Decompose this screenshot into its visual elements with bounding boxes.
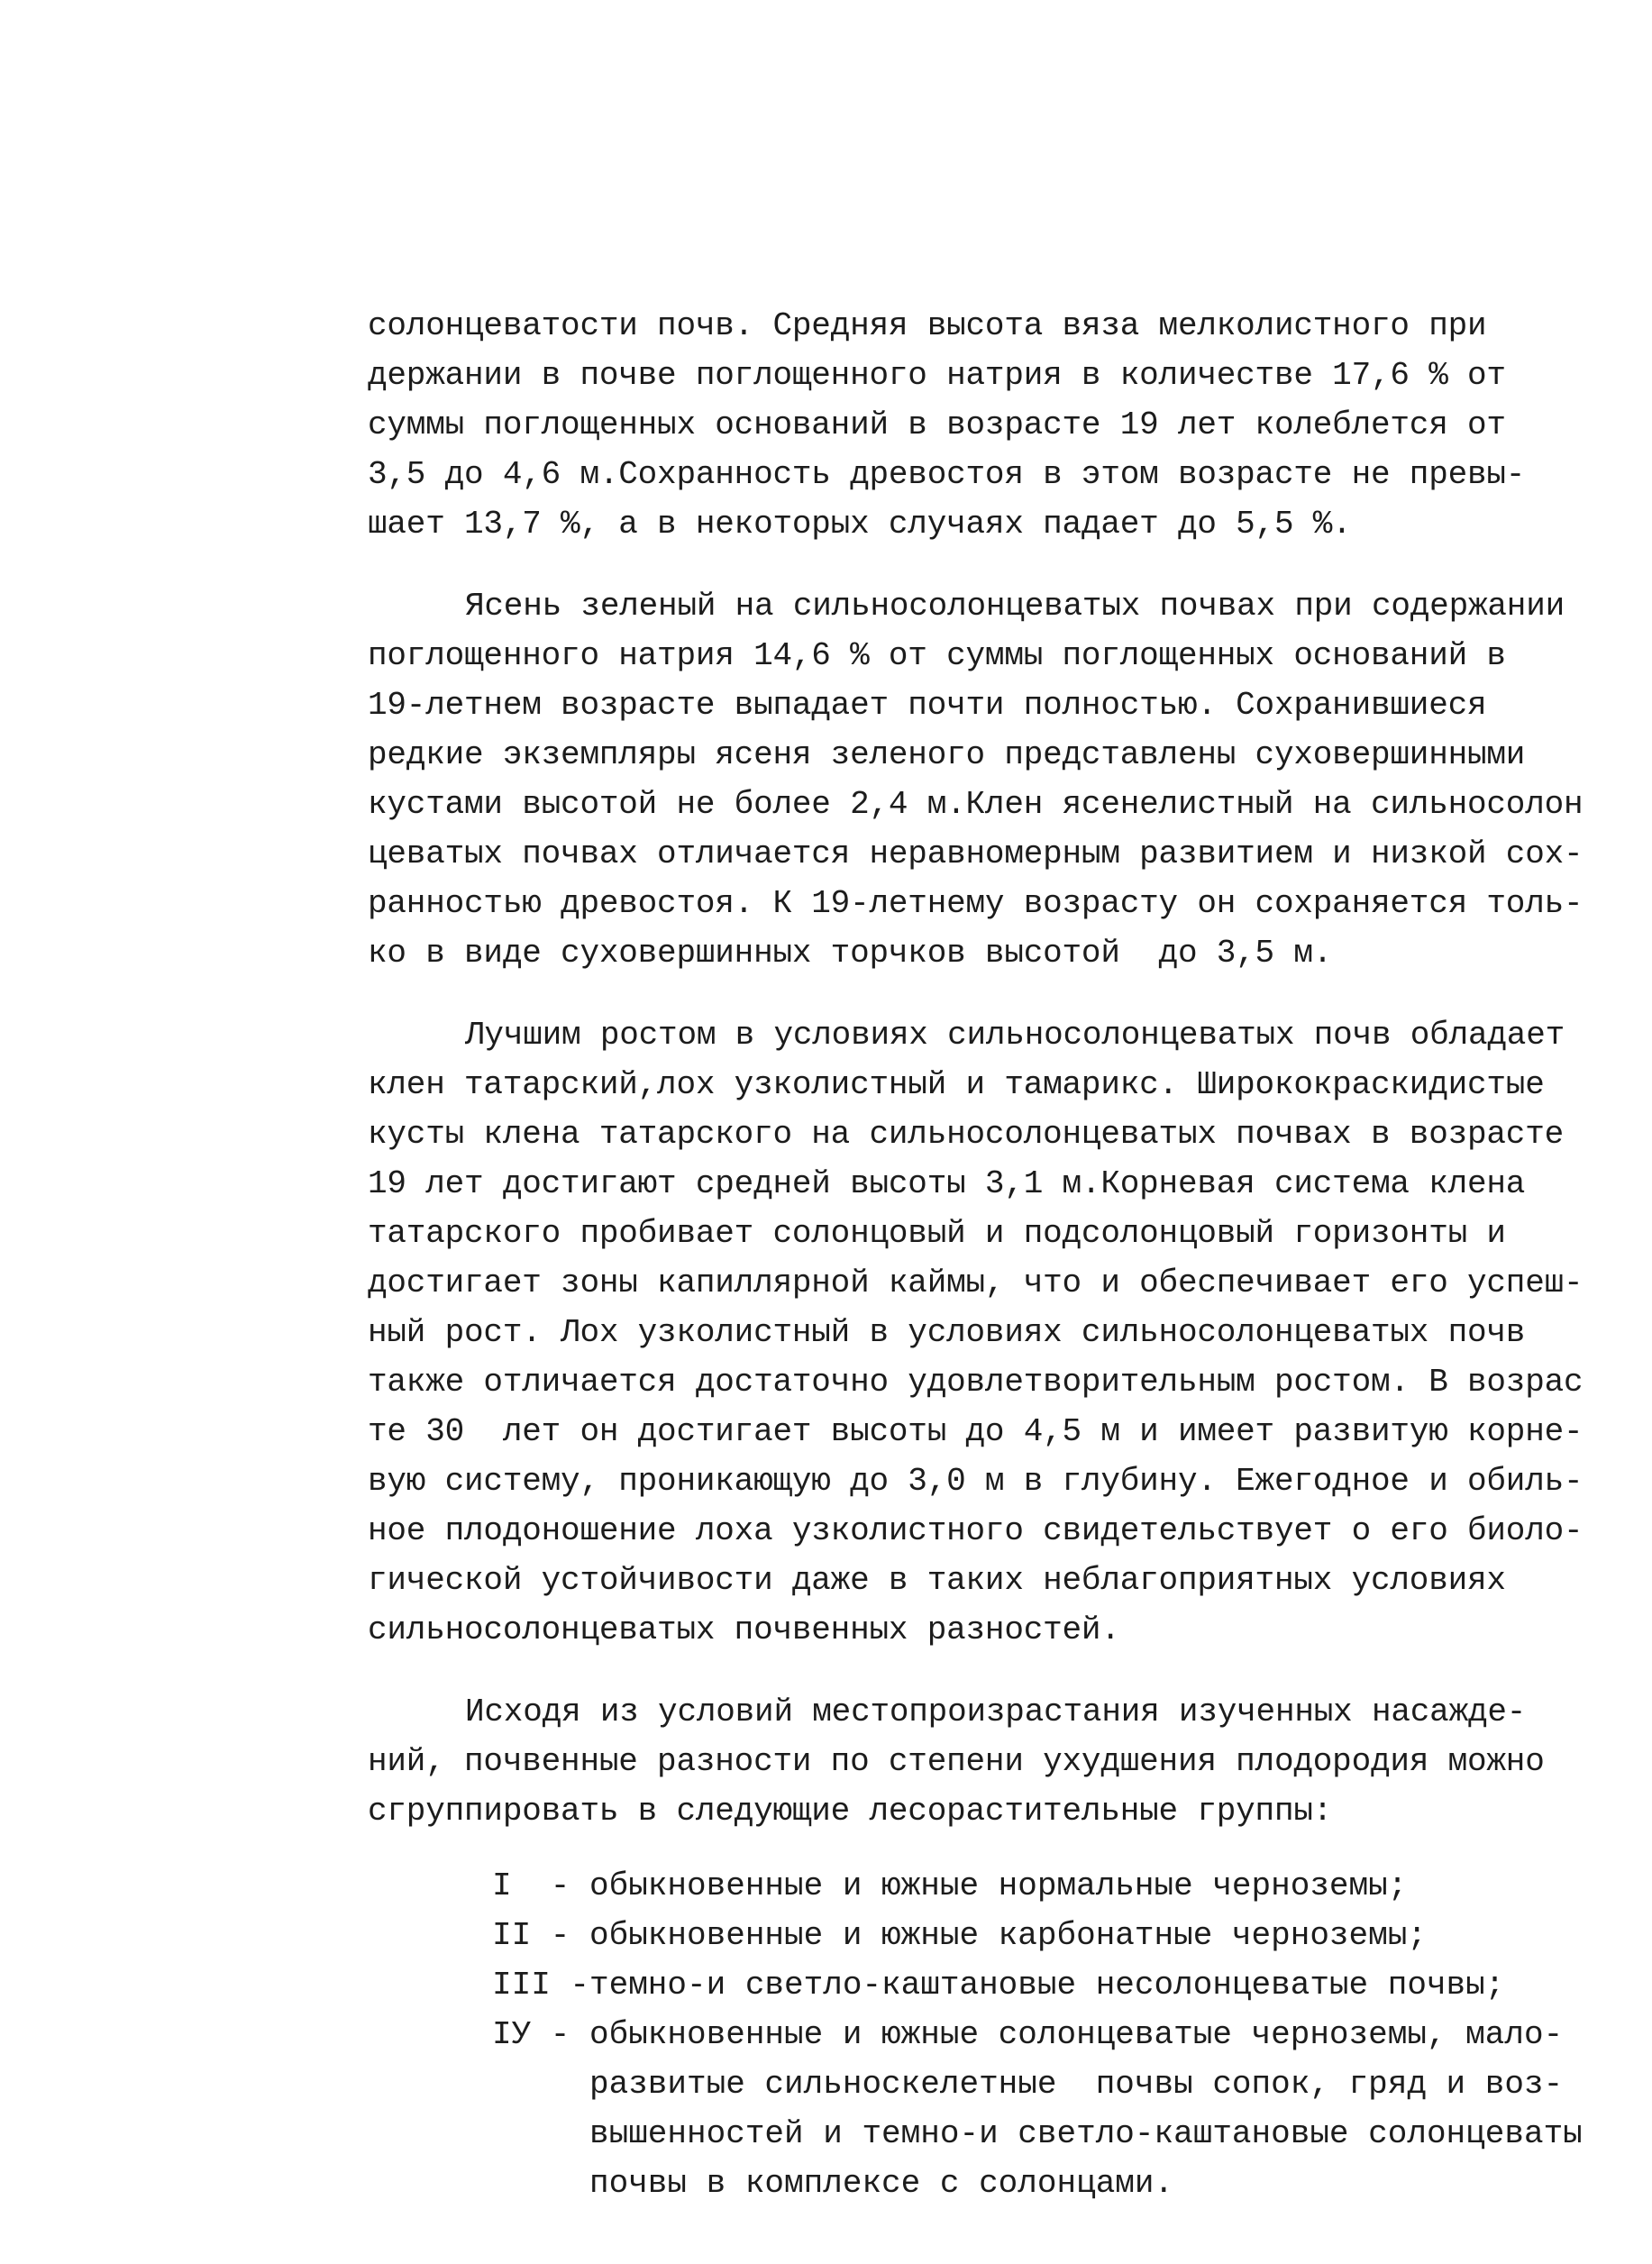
text-line: татарского пробивает солонцовый и подсолонцовый горизонты и	[368, 1215, 1506, 1252]
text-line: обыкновенные и южные карбонатные черноземы;	[589, 1917, 1427, 1954]
text-line: ное плодоношение лоха узколистного свидетельствует о его биоло-	[368, 1512, 1584, 1549]
list-item-text	[589, 1861, 1539, 1911]
text-line: также отличается достаточно удовлетворительным ростом. В возрас	[368, 1364, 1584, 1401]
text-line: ный рост. Лох узколистный в условиях сильносолонцеватых почв	[368, 1314, 1526, 1351]
text-line: клен татарский,лох узколистный и тамарикс. Ширококраскидистые	[368, 1066, 1545, 1103]
text-line: Лучшим ростом в условиях сильносолонцеватых почв обладает	[465, 1017, 1565, 1054]
text-line: цеватых почвах отличается неравномерным развитием и низкой сох-	[368, 835, 1584, 872]
list-item	[492, 1960, 1539, 2010]
text-line: ний, почвенные разности по степени ухудшения плодородия можно	[368, 1743, 1545, 1780]
text-line: держании в почве поглощенного натрия в количестве 17,6 % от	[368, 357, 1506, 394]
text-line: 19-летнем возрасте выпадает почти полностью. Сохранившиеся	[368, 687, 1487, 724]
document-text	[368, 301, 1584, 2208]
list-item	[492, 2010, 1583, 2208]
text-line: ко в виде суховершинных торчков высотой до 3,5 м.	[368, 935, 1333, 972]
text-line: гической устойчивости даже в таких неблагоприятных условиях	[368, 1562, 1506, 1599]
soil-group-list	[368, 1861, 1583, 2208]
text-line: ранностью древостоя. К 19-летнему возрасту он сохраняется толь-	[368, 885, 1584, 922]
text-line: суммы поглощенных оснований в возрасте 19 лет колеблется от	[368, 406, 1506, 443]
paragraph-3	[368, 1010, 1584, 1655]
text-line: темно-и светло-каштановые несолонцеватые почвы;	[589, 1967, 1505, 2004]
paragraph-4	[368, 1687, 1545, 1836]
text-line: обыкновенные и южные солонцеватые черноземы, мало-	[589, 2016, 1564, 2053]
text-line: Ясень зеленый на сильносолонцеватых почвах при содержании	[465, 588, 1565, 625]
text-line: солонцеватости почв. Средняя высота вяза мелколистного при	[368, 307, 1487, 344]
text-line: те 30 лет он достигает высоты до 4,5 м и имеет развитую корне-	[368, 1413, 1584, 1450]
text-line: почвы в комплексе с солонцами.	[589, 2165, 1174, 2202]
list-item	[492, 1861, 1539, 1911]
text-line: кустами высотой не более 2,4 м.Клен ясенелистный на сильносолон	[368, 786, 1584, 823]
text-line: 3,5 до 4,6 м.Сохранность древостоя в этом возрасте не превы-	[368, 456, 1526, 493]
list-marker: III -	[492, 1967, 590, 2004]
list-marker: I -	[492, 1867, 570, 1904]
text-line: обыкновенные и южные нормальные черноземы;	[589, 1867, 1408, 1904]
paragraph-1	[368, 301, 1539, 549]
text-line: развитые сильноскелетные почвы сопок, гряд и воз-	[589, 2066, 1564, 2103]
list-item-text	[589, 1960, 1539, 2010]
text-line: сильносолонцеватых почвенных разностей.	[368, 1611, 1120, 1648]
text-line: поглощенного натрия 14,6 % от суммы поглощенных оснований в	[368, 637, 1506, 674]
text-line: 19 лет достигают средней высоты 3,1 м.Корневая система клена	[368, 1165, 1526, 1202]
text-line: вышенностей и темно-и светло-каштановые солонцеваты	[589, 2115, 1583, 2152]
text-line: вую систему, проникающую до 3,0 м в глубину. Ежегодное и обиль-	[368, 1463, 1584, 1500]
list-item-text	[589, 1911, 1539, 1960]
list-marker: II -	[492, 1917, 570, 1954]
text-line: сгруппировать в следующие лесорастительные группы:	[368, 1793, 1333, 1830]
list-item	[492, 1911, 1539, 1960]
text-line: кусты клена татарского на сильносолонцеватых почвах в возрасте	[368, 1116, 1565, 1153]
list-item-text	[589, 2010, 1583, 2208]
text-line: шает 13,7 %, а в некоторых случаях падает до 5,5 %.	[368, 506, 1352, 543]
paragraph-2	[368, 581, 1584, 978]
list-marker: IУ -	[492, 2016, 570, 2053]
text-line: редкие экземпляры ясеня зеленого представлены суховершинными	[368, 736, 1526, 773]
text-line: достигает зоны капиллярной каймы, что и обеспечивает его успеш-	[368, 1264, 1584, 1301]
text-line: Исходя из условий местопроизрастания изученных насажде-	[465, 1693, 1527, 1730]
